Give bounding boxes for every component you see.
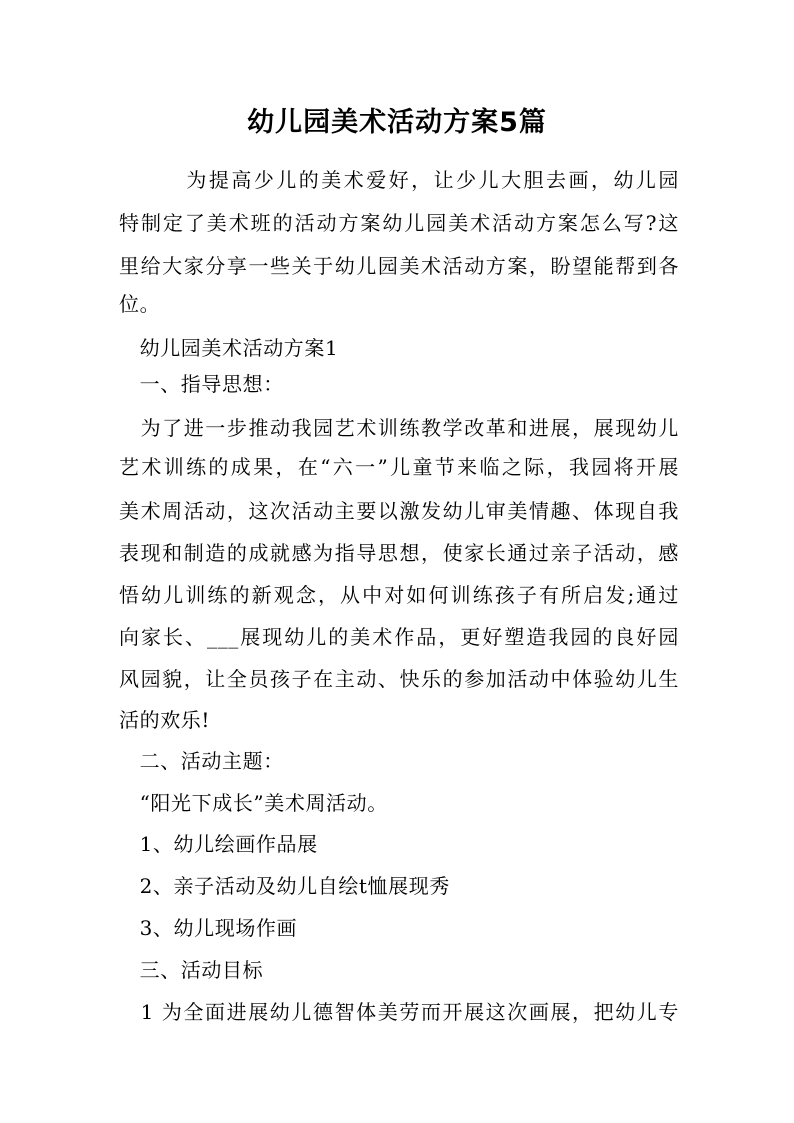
paragraph-line: 活的欢乐! <box>119 708 211 732</box>
paragraph-line: 悟幼儿训练的新观念，从中对如何训练孩子有所启发;通过 <box>119 583 679 607</box>
list-item: 1、幼儿绘画作品展 <box>119 832 318 856</box>
section-heading: 三、活动目标 <box>119 958 264 982</box>
paragraph-line: 1 为全面进展幼儿德智体美劳而开展这次画展，把幼儿专 <box>119 1000 679 1024</box>
section-heading: 一、指导思想： <box>119 372 284 396</box>
paragraph-line: 为提高少儿的美术爱好，让少儿大胆去画，幼儿园 <box>119 168 679 192</box>
paragraph-line: 向家长、___展现幼儿的美术作品，更好塑造我园的良好园 <box>119 625 679 649</box>
paragraph-line: 里给大家分享一些关于幼儿园美术活动方案，盼望能帮到各 <box>119 254 679 278</box>
paragraph-line: 美术周活动，这次活动主要以激发幼儿审美情趣、体现自我 <box>119 499 679 523</box>
section-heading: 二、活动主题： <box>119 749 284 773</box>
paragraph-line: 艺术训练的成果，在“六一”儿童节来临之际，我园将开展 <box>119 455 679 479</box>
paragraph-line: 位。 <box>119 292 161 316</box>
paragraph-line: 风园貌，让全员孩子在主动、快乐的参加活动中体验幼儿生 <box>119 667 679 691</box>
paragraph-line: 特制定了美术班的活动方案幼儿园美术活动方案怎么写?这 <box>119 211 679 235</box>
paragraph-line: 为了进一步推动我园艺术训练教学改革和进展，展现幼儿 <box>119 416 679 440</box>
section-heading: 幼儿园美术活动方案1 <box>119 336 339 360</box>
list-item: 3、幼儿现场作画 <box>119 916 298 940</box>
document-title: 幼儿园美术活动方案5篇 <box>247 107 547 138</box>
paragraph-line: 表现和制造的成就感为指导思想，使家长通过亲子活动，感 <box>119 541 679 565</box>
list-item: 2、亲子活动及幼儿自绘t恤展现秀 <box>119 874 450 898</box>
paragraph-line: “阳光下成长”美术周活动。 <box>119 791 388 815</box>
